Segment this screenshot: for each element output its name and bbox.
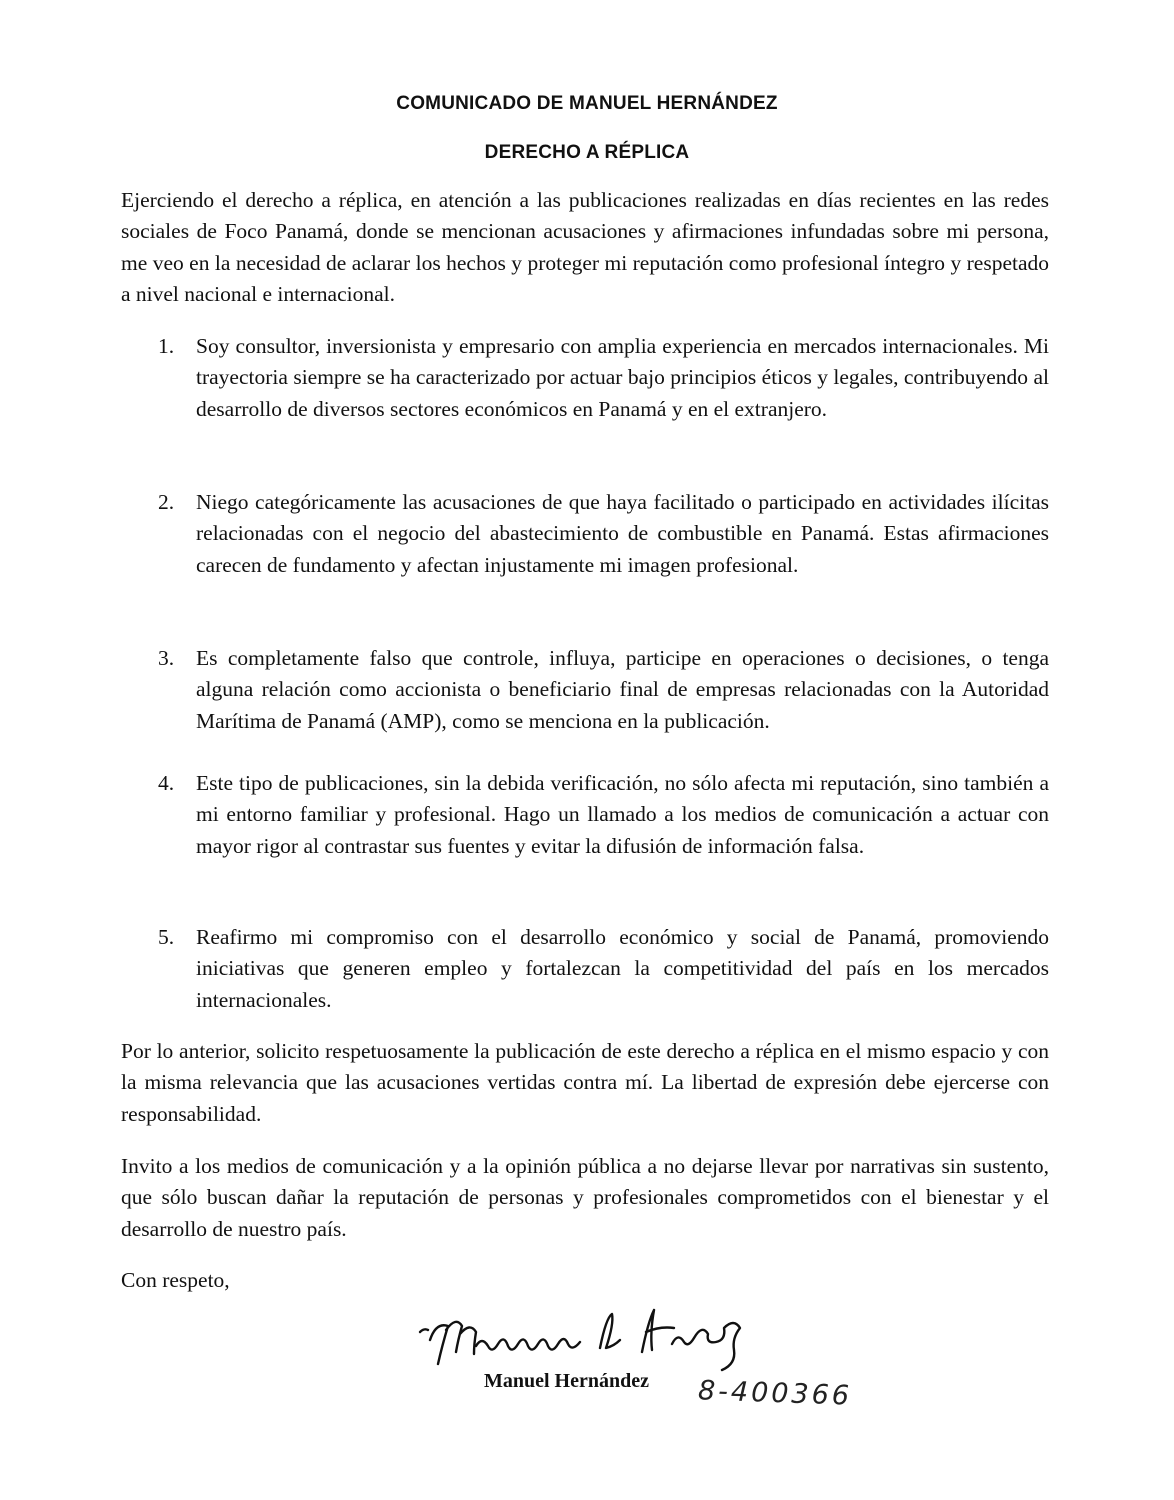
list-item-number: 4.: [158, 771, 175, 795]
list-item-text: Niego categóricamente las acusaciones de que haya facilitado o participado en actividades ilícitas relacionadas con el negocio del abastecimiento de combustible en Panamá. Estas afirmaciones carecen de fundamento y afectan injustamente mi imagen profesional.: [196, 490, 1049, 577]
closing-paragraph: Invito a los medios de comunicación y a la opinión pública a no dejarse llevar por narrativas sin sustento, que sólo buscan dañar la reputación de personas y profesionales comprometidos con el bienestar y el desarrollo de nuestro país.: [121, 1154, 1049, 1241]
list-item-text: Soy consultor, inversionista y empresario con amplia experiencia en mercados internacionales. Mi trayectoria siempre se ha caracterizado por actuar bajo principios éticos y legales, contribuyendo al desarrollo de diversos sectores económicos en Panamá y en el extranjero.: [196, 334, 1049, 421]
list-item-text: Reafirmo mi compromiso con el desarrollo económico y social de Panamá, promoviendo iniciativas que generen empleo y fortalezcan la competitividad del país en los mercados internacionales.: [196, 925, 1049, 1012]
signer-name: Manuel Hernández: [484, 1370, 649, 1392]
list-item-number: 5.: [158, 925, 175, 949]
list-item-text: Es completamente falso que controle, influya, participe en operaciones o decisiones, o tenga alguna relación como accionista o beneficiario final de empresas relacionadas con la Autoridad Marítima de Panamá (AMP), como se menciona en la publicación.: [196, 646, 1049, 733]
document-subtitle: DERECHO A RÉPLICA: [484, 142, 690, 163]
document-title: COMUNICADO DE MANUEL HERNÁNDEZ: [396, 93, 778, 114]
intro-paragraph: Ejerciendo el derecho a réplica, en atención a las publicaciones realizadas en días recientes en las redes sociales de Foco Panamá, donde se mencionan acusaciones y afirmaciones infundadas sobre mi persona, me veo en la necesidad de aclarar los hechos y proteger mi reputación como profesional íntegro y respetado a nivel nacional e internacional.: [121, 188, 1049, 306]
closing-paragraph: Por lo anterior, solicito respetuosamente la publicación de este derecho a réplica en el mismo espacio y con la misma relevancia que las acusaciones vertidas contra mí. La libertad de expresión debe ejercerse con responsabilidad.: [121, 1039, 1049, 1126]
handwritten-signature: [410, 1300, 790, 1380]
handwritten-id-number: 8-400366: [697, 1375, 853, 1412]
salutation: Con respeto,: [121, 1268, 230, 1292]
list-item-number: 2.: [158, 490, 175, 514]
list-item-number: 3.: [158, 646, 175, 670]
list-item-text: Este tipo de publicaciones, sin la debida verificación, no sólo afecta mi reputación, sino también a mi entorno familiar y profesional. Hago un llamado a los medios de comunicación a actuar con mayor rigor al contrastar sus fuentes y evitar la difusión de información falsa.: [196, 771, 1049, 858]
list-item-number: 1.: [158, 334, 175, 358]
